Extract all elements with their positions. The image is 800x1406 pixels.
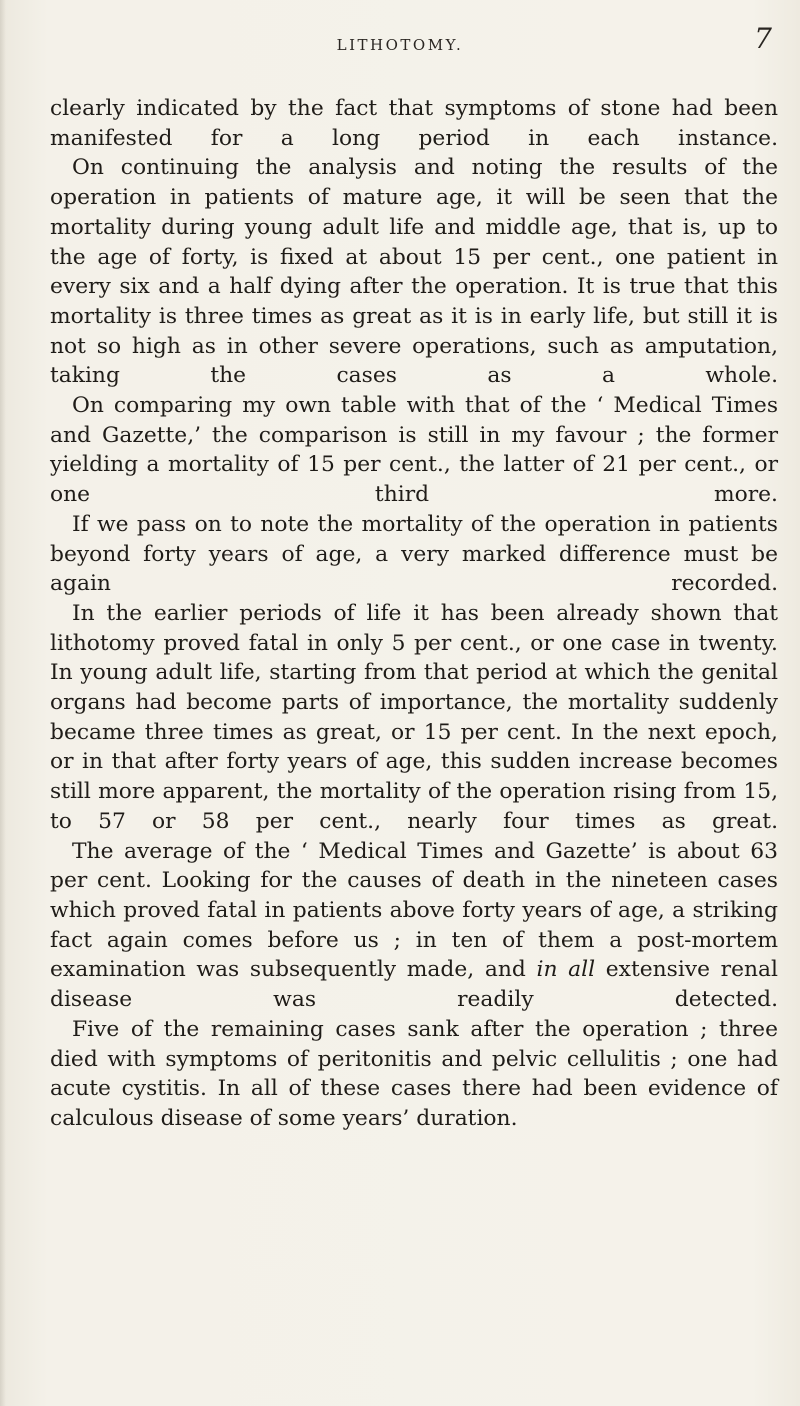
paragraph-6-text-after: extensive renal disease was readily detected. [50, 957, 778, 1013]
paragraph-2: On continuing the analysis and noting the results of the operation in patients of mature age, it will be seen that the mortality during young adult life and middle age, that is, up to the age of forty, is fixed at about 15 per cent., one patient in every six and a half dying after the operation. It is true that this mortality is three times as great as it is in early life, but still it is not so high as in other severe operations, such as amputation, taking the cases as a whole. [50, 155, 778, 389]
running-head [0, 22, 800, 62]
paragraph-6-text-before: The average of the ‘ Medical Times and Gazette’ is about 63 per cent. Looking for the causes of death in the nineteen cases which proved fatal in patients above forty years of age, a striking fact again comes before us ; in ten of them a post-mortem examination was subsequently made, and [50, 838, 778, 983]
paragraph-6-emphasis: in all [536, 957, 596, 983]
paragraph-7: Five of the remaining cases sank after the operation ; three died with symptoms of peritonitis and pelvic cellulitis ; one had acute cystitis. In all of these cases there had been evidence of calculous disease of some years’ duration. [50, 1016, 778, 1131]
page-number: 7 [754, 22, 772, 55]
paragraph-1: clearly indicated by the fact that symptoms of stone had been manifested for a long period in each instance. [50, 96, 778, 151]
paragraph-3: On comparing my own table with that of the ‘ Medical Times and Gazette,’ the comparison is still in my favour ; the former yielding a mortality of 15 per cent., the latter of 21 per cent., or one third more. [50, 393, 778, 508]
paragraph-4: If we pass on to note the mortality of the operation in patients beyond forty years of age, a very marked difference must be again recorded. [50, 511, 778, 597]
running-title: LITHOTOMY. [336, 36, 464, 54]
paragraph-6 [50, 837, 778, 1015]
page-edge-shadow [0, 0, 6, 1406]
body-text [50, 94, 778, 1134]
paragraph-5: In the earlier periods of life it has been already shown that lithotomy proved fatal in only 5 per cent., or one case in twenty. In young adult life, starting from that period at which the genital organs had become parts of importance, the mortality suddenly became three times as great, or 15 per cent. In the next epoch, or in that after forty years of age, this sudden increase becomes still more apparent, the mortality of the operation rising from 15, to 57 or 58 per cent., nearly four times as great. [50, 600, 778, 834]
